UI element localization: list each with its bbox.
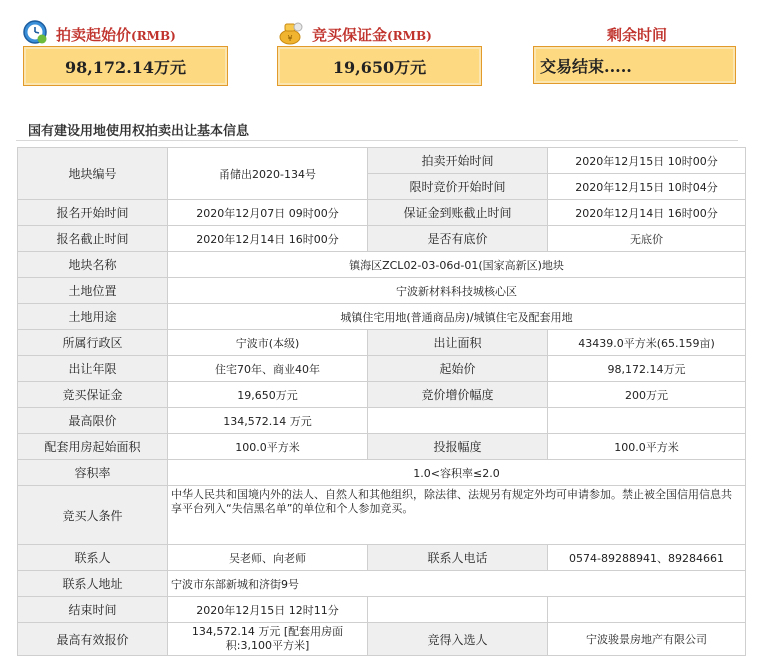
- table-row: [18, 486, 746, 545]
- start-price-cell: 98,172.14万元: [548, 356, 746, 382]
- empty-cell: [548, 408, 746, 434]
- deposit-deadline-value: 2020年12月14日 16时00分: [548, 200, 746, 226]
- max-price-value: 134,572.14 万元: [168, 408, 368, 434]
- empty-cell: [368, 408, 548, 434]
- use-label: 土地用途: [18, 304, 168, 330]
- info-table: [17, 147, 746, 656]
- summary-bar: [0, 0, 760, 110]
- deposit-cell: 19,650万元: [168, 382, 368, 408]
- phone-label: 联系人电话: [368, 545, 548, 571]
- remaining-title: 剩余时间: [606, 25, 667, 44]
- deposit-deadline-label: 保证金到账截止时间: [368, 200, 548, 226]
- support-area-label: 配套用房起始面积: [18, 434, 168, 460]
- reserve-label: 是否有底价: [368, 226, 548, 252]
- bid-step-value: 100.0平方米: [548, 434, 746, 460]
- table-row: [18, 460, 746, 486]
- reg-end-label: 报名截止时间: [18, 226, 168, 252]
- location-label: 土地位置: [18, 278, 168, 304]
- district-label: 所属行政区: [18, 330, 168, 356]
- deposit-label: 竞买保证金: [18, 382, 168, 408]
- bid-step-label: 投报幅度: [368, 434, 548, 460]
- phone-value: 0574-89288941、89284661: [548, 545, 746, 571]
- table-row: [18, 545, 746, 571]
- table-row: [18, 382, 746, 408]
- support-area-value: 100.0平方米: [168, 434, 368, 460]
- money-bag-icon: [276, 19, 304, 49]
- table-row: [18, 571, 746, 597]
- max-price-label: 最高限价: [18, 408, 168, 434]
- reg-start-label: 报名开始时间: [18, 200, 168, 226]
- table-row: [18, 434, 746, 460]
- empty-cell: [548, 597, 746, 623]
- winner-label: 竞得入选人: [368, 623, 548, 656]
- table-row: [18, 356, 746, 382]
- end-time-value: 2020年12月15日 12时11分: [168, 597, 368, 623]
- start-price-label: 起始价: [368, 356, 548, 382]
- winner-value: 宁波骏景房地产有限公司: [548, 623, 746, 656]
- auction-start-label: 拍卖开始时间: [368, 148, 548, 174]
- parcel-name-value: 镇海区ZCL02-03-06d-01(国家高新区)地块: [168, 252, 746, 278]
- far-value: 1.0<容积率≤2.0: [168, 460, 746, 486]
- best-bid-value: 134,572.14 万元 [配套用房面积:3,100平方米]: [168, 623, 368, 656]
- clock-icon: [22, 19, 48, 49]
- years-label: 出让年限: [18, 356, 168, 382]
- parcel-name-label: 地块名称: [18, 252, 168, 278]
- district-value: 宁波市(本级): [168, 330, 368, 356]
- address-label: 联系人地址: [18, 571, 168, 597]
- start-price-value: 98,172.14万元: [23, 46, 228, 86]
- table-row: [18, 408, 746, 434]
- limit-start-value: 2020年12月15日 10时04分: [548, 174, 746, 200]
- address-value: 宁波市东部新城和济街9号: [168, 571, 746, 597]
- increment-value: 200万元: [548, 382, 746, 408]
- parcel-no-value: 甬储出2020-134号: [168, 148, 368, 200]
- reg-end-value: 2020年12月14日 16时00分: [168, 226, 368, 252]
- table-row: [18, 330, 746, 356]
- use-value: 城镇住宅用地(普通商品房)/城镇住宅及配套用地: [168, 304, 746, 330]
- deposit-title: 竞买保证金(RMB): [312, 25, 432, 44]
- table-row: [18, 278, 746, 304]
- increment-label: 竞价增价幅度: [368, 382, 548, 408]
- table-row: [18, 252, 746, 278]
- end-time-label: 结束时间: [18, 597, 168, 623]
- table-row: [18, 200, 746, 226]
- start-price-title: 拍卖起始价(RMB): [56, 25, 176, 44]
- section-header: [16, 114, 738, 141]
- table-row: [18, 597, 746, 623]
- reserve-value: 无底价: [548, 226, 746, 252]
- svg-text:¥: ¥: [287, 34, 293, 43]
- contact-value: 吴老师、向老师: [168, 545, 368, 571]
- deposit-value: 19,650万元: [277, 46, 482, 86]
- section-title: 国有建设用地使用权拍卖出让基本信息: [28, 124, 250, 139]
- table-row: [18, 226, 746, 252]
- table-row: [18, 304, 746, 330]
- table-row: [18, 148, 746, 174]
- auction-start-value: 2020年12月15日 10时00分: [548, 148, 746, 174]
- table-row: [18, 623, 746, 656]
- years-value: 住宅70年、商业40年: [168, 356, 368, 382]
- area-label: 出让面积: [368, 330, 548, 356]
- bidder-cond-value: 中华人民共和国境内外的法人、自然人和其他组织，除法律、法规另有规定外均可申请参加。禁止被全国信用信息共享平台列入“失信黑名单”的单位和个人参加竞买。: [168, 486, 746, 545]
- parcel-no-label: 地块编号: [18, 148, 168, 200]
- limit-start-label: 限时竞价开始时间: [368, 174, 548, 200]
- area-value: 43439.0平方米(65.159亩): [548, 330, 746, 356]
- reg-start-value: 2020年12月07日 09时00分: [168, 200, 368, 226]
- location-value: 宁波新材料科技城核心区: [168, 278, 746, 304]
- bidder-cond-label: 竞买人条件: [18, 486, 168, 545]
- far-label: 容积率: [18, 460, 168, 486]
- remaining-value: 交易结束.....: [533, 46, 736, 84]
- best-bid-label: 最高有效报价: [18, 623, 168, 656]
- contact-label: 联系人: [18, 545, 168, 571]
- empty-cell: [368, 597, 548, 623]
